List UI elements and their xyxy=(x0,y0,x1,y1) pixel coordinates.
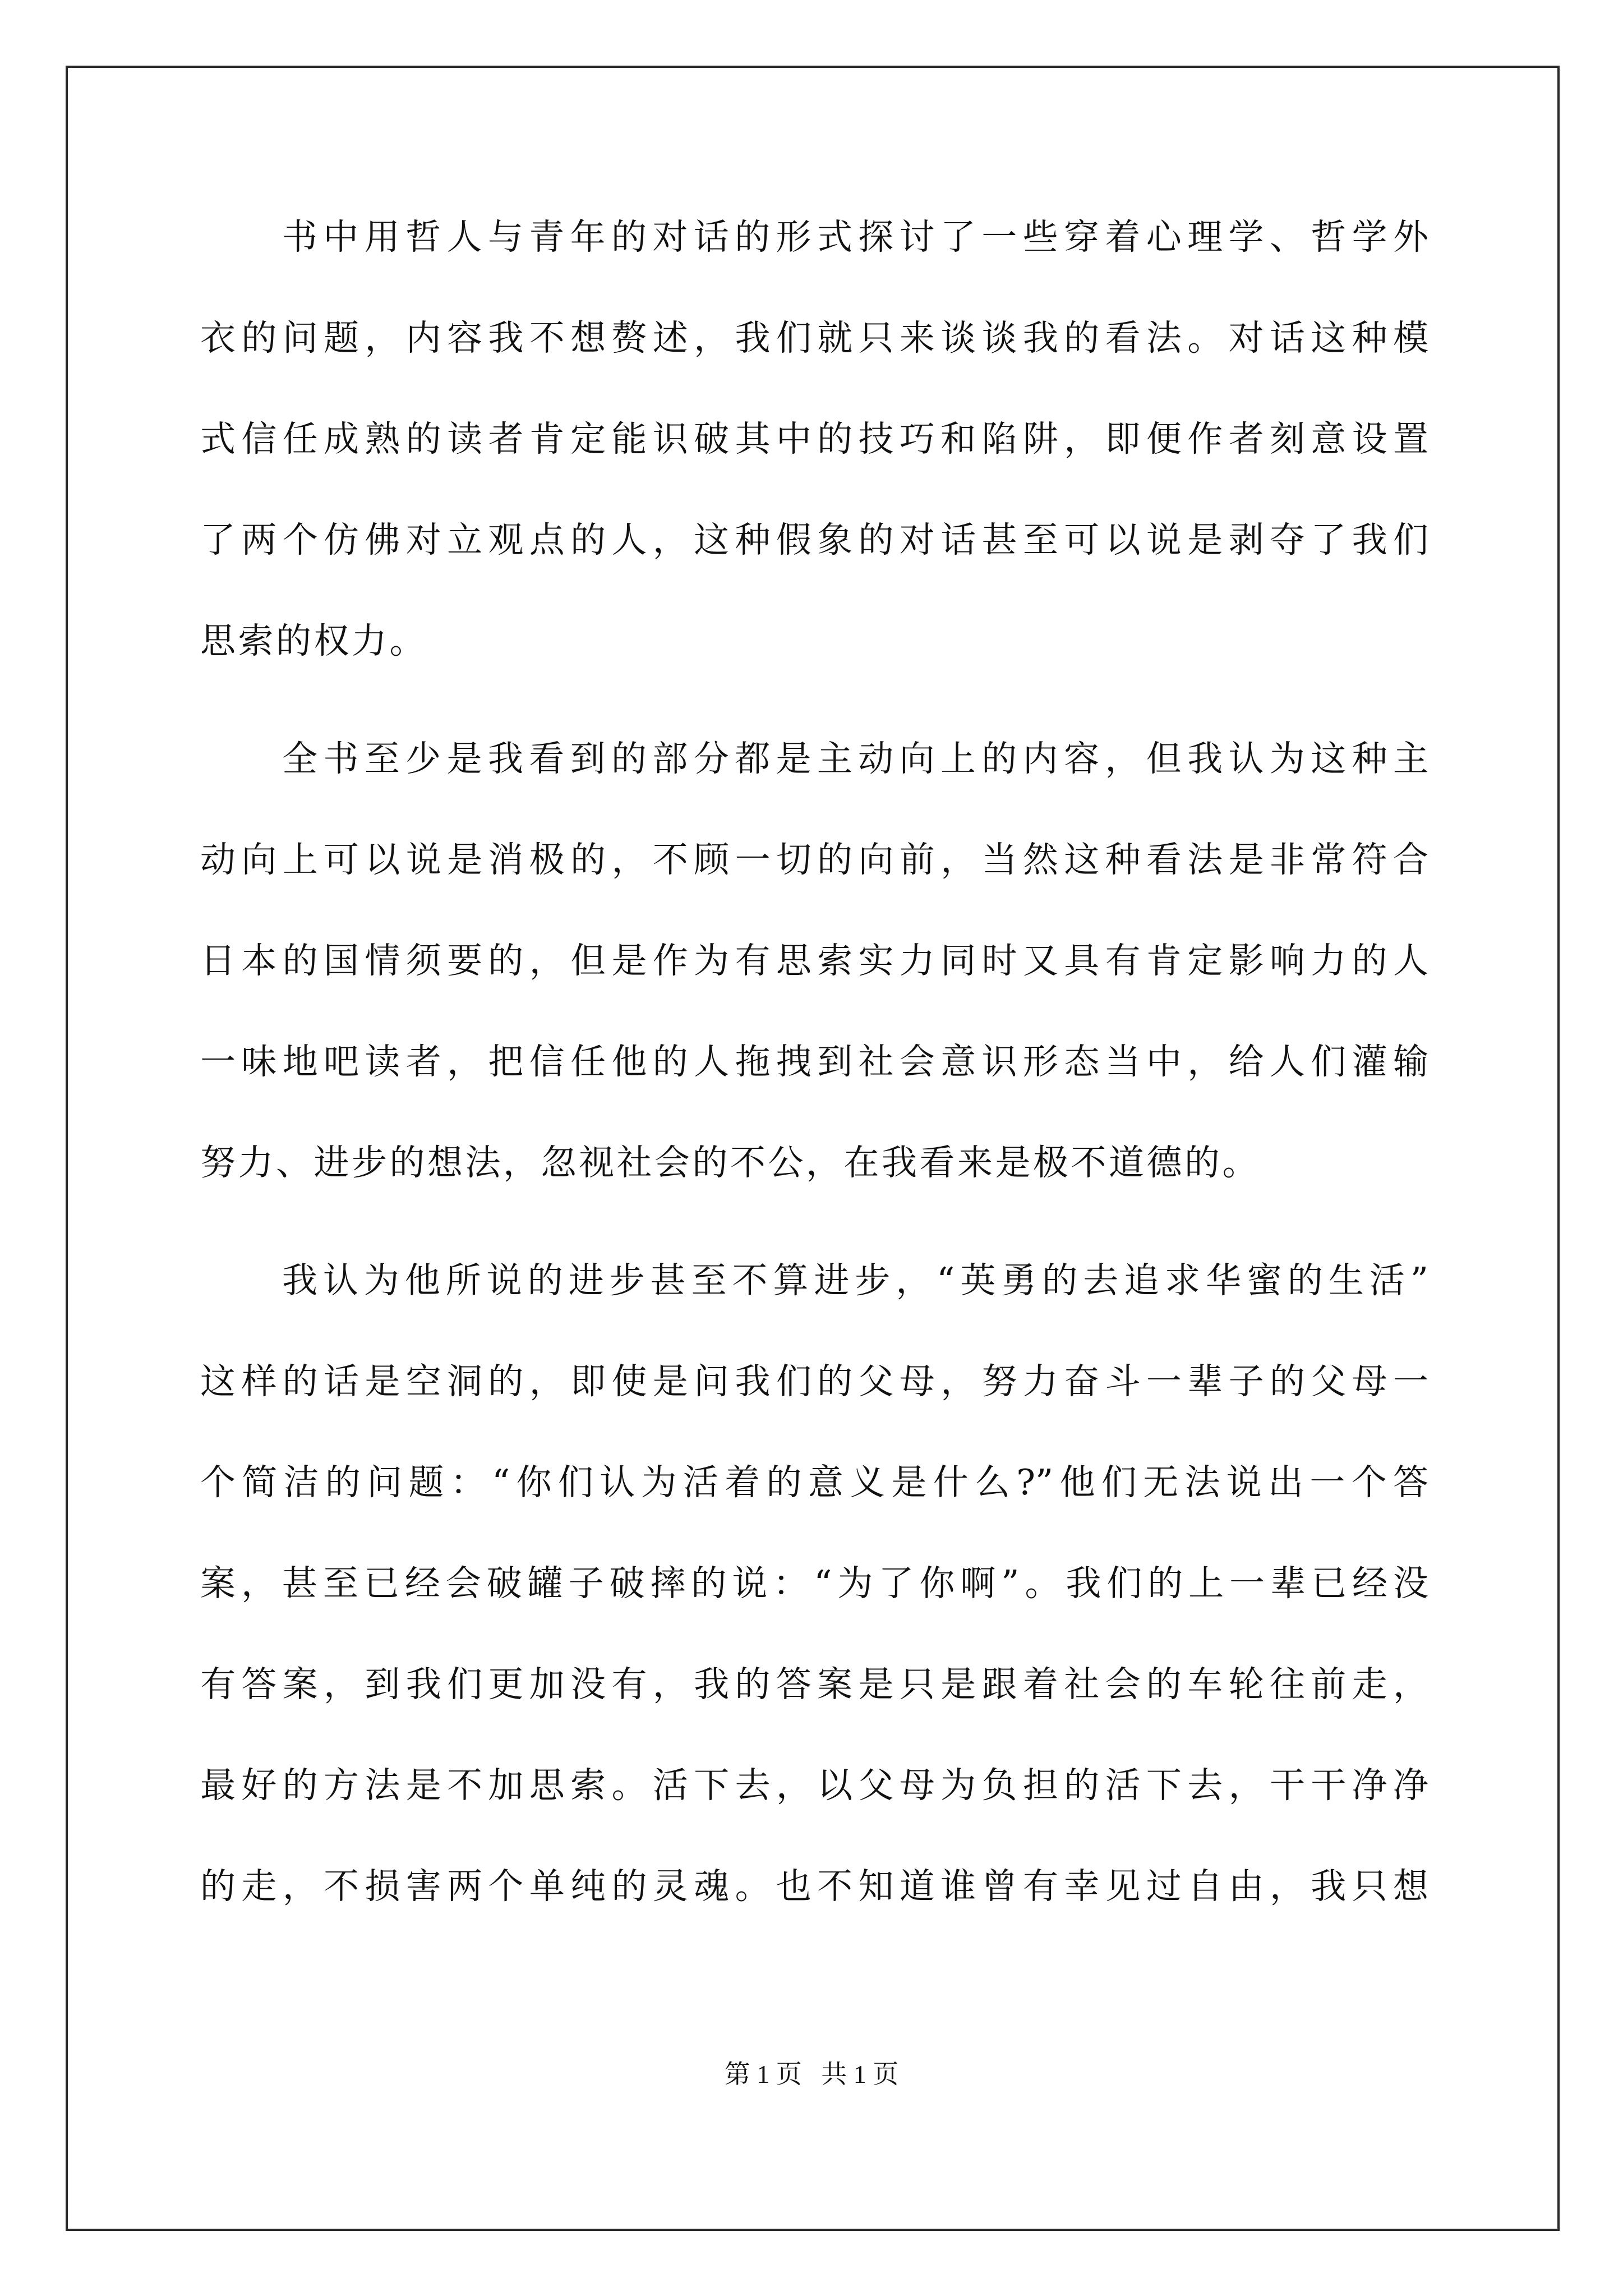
page-number-footer: 第 1 页 共 1 页 xyxy=(724,2060,899,2088)
paragraph-3-line-1: 我认为他所说的进步甚至不算进步，“英勇的去追求华蜜的生活” xyxy=(282,1260,1428,1301)
paragraph-1-line-3: 式信任成熟的读者肯定能识破其中的技巧和陷阱，即便作者刻意设置 xyxy=(200,418,1428,459)
paragraph-3-line-2: 这样的话是空洞的，即使是问我们的父母，努力奋斗一辈子的父母一 xyxy=(200,1361,1428,1402)
paragraph-2-line-4: 一味地吧读者，把信任他的人拖拽到社会意识形态当中，给人们灌输 xyxy=(200,1041,1428,1082)
paragraph-3-line-6: 最好的方法是不加思索。活下去，以父母为负担的活下去，干干净净 xyxy=(200,1765,1428,1806)
paragraph-2-line-2: 动向上可以说是消极的，不顾一切的向前，当然这种看法是非常符合 xyxy=(200,839,1428,880)
paragraph-1-line-4: 了两个仿佛对立观点的人，这种假象的对话甚至可以说是剥夺了我们 xyxy=(200,519,1428,560)
paragraph-3-line-5: 有答案，到我们更加没有，我的答案是只是跟着社会的车轮往前走， xyxy=(200,1664,1428,1705)
paragraph-2-line-1: 全书至少是我看到的部分都是主动向上的内容，但我认为这种主 xyxy=(282,738,1428,779)
paragraph-1-line-2: 衣的问题，内容我不想赘述，我们就只来谈谈我的看法。对话这种模 xyxy=(200,318,1428,358)
paragraph-3-line-4: 案，甚至已经会破罐子破摔的说：“为了你啊”。我们的上一辈已经没 xyxy=(200,1563,1428,1604)
paragraph-1-line-5: 思索的权力。 xyxy=(200,620,427,661)
paragraph-3-line-7: 的走，不损害两个单纯的灵魂。也不知道谁曾有幸见过自由，我只想 xyxy=(200,1866,1428,1907)
paragraph-3-line-3: 个简洁的问题：“你们认为活着的意义是什么?”他们无法说出一个答 xyxy=(200,1462,1428,1503)
paragraph-1-line-1: 书中用哲人与青年的对话的形式探讨了一些穿着心理学、哲学外 xyxy=(282,217,1428,257)
paragraph-2-line-5: 努力、进步的想法，忽视社会的不公，在我看来是极不道德的。 xyxy=(200,1142,1260,1183)
paragraph-2-line-3: 日本的国情须要的，但是作为有思索实力同时又具有肯定影响力的人 xyxy=(200,940,1428,981)
